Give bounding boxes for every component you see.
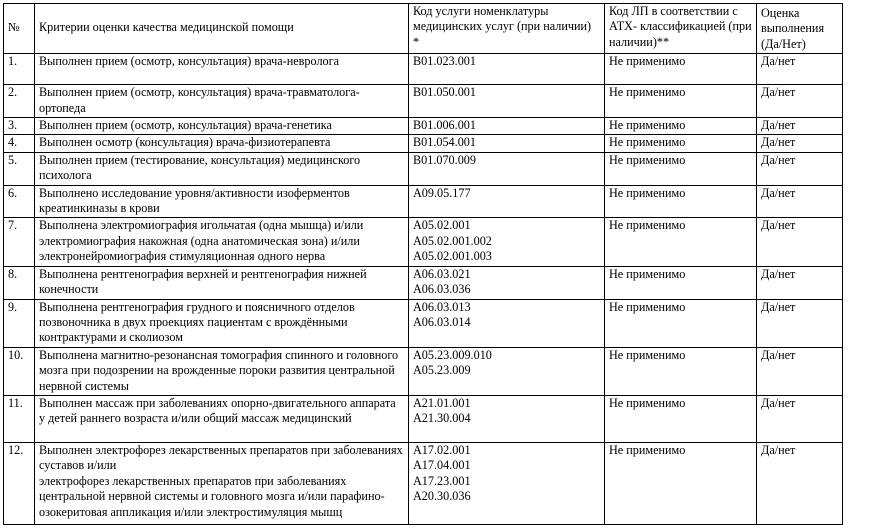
row-service-code: B01.070.009 bbox=[409, 152, 605, 185]
row-criteria: Выполнен прием (тестирование, консультация) медицинского психолога bbox=[35, 152, 409, 185]
table-row bbox=[4, 185, 843, 218]
row-atc-code: Не применимо bbox=[605, 135, 757, 152]
row-evaluation: Да/нет bbox=[757, 152, 843, 185]
row-atc-code: Не применимо bbox=[605, 395, 757, 442]
row-number: 8. bbox=[4, 266, 35, 299]
row-criteria: Выполнен прием (осмотр, консультация) врача-невролога bbox=[35, 54, 409, 85]
row-criteria: Выполнен осмотр (консультация) врача-физиотерапевта bbox=[35, 135, 409, 152]
table-row bbox=[4, 152, 843, 185]
row-evaluation: Да/нет bbox=[757, 266, 843, 299]
row-evaluation: Да/нет bbox=[757, 85, 843, 118]
row-number: 12. bbox=[4, 442, 35, 524]
table-row bbox=[4, 85, 843, 118]
table-row bbox=[4, 395, 843, 442]
header-atc-code: Код ЛП в соответствии с АТХ- классификацией (при наличии)** bbox=[605, 4, 757, 54]
row-atc-code: Не применимо bbox=[605, 347, 757, 395]
row-evaluation: Да/нет bbox=[757, 185, 843, 218]
row-criteria: Выполнен массаж при заболеваниях опорно-двигательного аппарата у детей раннего возраста и/или общий массаж медицинский bbox=[35, 395, 409, 442]
header-criteria: Критерии оценки качества медицинской помощи bbox=[35, 4, 409, 54]
row-evaluation: Да/нет bbox=[757, 347, 843, 395]
row-service-code: A17.02.001 A17.04.001 A17.23.001 A20.30.036 bbox=[409, 442, 605, 524]
row-atc-code: Не применимо bbox=[605, 118, 757, 135]
row-service-code: B01.006.001 bbox=[409, 118, 605, 135]
table-row bbox=[4, 118, 843, 135]
row-atc-code: Не применимо bbox=[605, 442, 757, 524]
header-service-code: Код услуги номенклатуры медицинских услуг (при наличии) * bbox=[409, 4, 605, 54]
table-row bbox=[4, 54, 843, 85]
row-criteria: Выполнен прием (осмотр, консультация) врача-травматолога-ортопеда bbox=[35, 85, 409, 118]
row-number: 11. bbox=[4, 395, 35, 442]
row-service-code: A06.03.021 A06.03.036 bbox=[409, 266, 605, 299]
header-row bbox=[4, 4, 843, 54]
row-evaluation: Да/нет bbox=[757, 442, 843, 524]
row-number: 2. bbox=[4, 85, 35, 118]
row-atc-code: Не применимо bbox=[605, 299, 757, 347]
row-number: 10. bbox=[4, 347, 35, 395]
row-criteria: Выполнен прием (осмотр, консультация) врача-генетика bbox=[35, 118, 409, 135]
row-atc-code: Не применимо bbox=[605, 152, 757, 185]
row-atc-code: Не применимо bbox=[605, 266, 757, 299]
row-criteria: Выполнена электромиография игольчатая (одна мышца) и/или электромиография накожная (одна анатомическая зона) и/или электронейромиография стимуляционная одного нерва bbox=[35, 218, 409, 266]
quality-criteria-table bbox=[3, 3, 843, 525]
row-number: 6. bbox=[4, 185, 35, 218]
row-evaluation: Да/нет bbox=[757, 135, 843, 152]
table-row bbox=[4, 135, 843, 152]
row-criteria: Выполнена рентгенография грудного и поясничного отделов позвоночника в двух проекциях пациентам с врождёнными контрактурами и сколиозом bbox=[35, 299, 409, 347]
row-number: 5. bbox=[4, 152, 35, 185]
row-atc-code: Не применимо bbox=[605, 185, 757, 218]
header-num: № bbox=[4, 4, 35, 54]
table-row bbox=[4, 218, 843, 266]
header-evaluation: Оценка выполнения (Да/Нет) bbox=[757, 4, 843, 54]
row-evaluation: Да/нет bbox=[757, 218, 843, 266]
row-evaluation: Да/нет bbox=[757, 395, 843, 442]
table-row bbox=[4, 347, 843, 395]
row-service-code: B01.054.001 bbox=[409, 135, 605, 152]
table-row bbox=[4, 299, 843, 347]
row-service-code: A06.03.013 A06.03.014 bbox=[409, 299, 605, 347]
row-criteria: Выполнено исследование уровня/активности изоферментов креатинкиназы в крови bbox=[35, 185, 409, 218]
table-row bbox=[4, 442, 843, 524]
row-service-code: A09.05.177 bbox=[409, 185, 605, 218]
row-evaluation: Да/нет bbox=[757, 54, 843, 85]
row-number: 9. bbox=[4, 299, 35, 347]
row-service-code: B01.023.001 bbox=[409, 54, 605, 85]
row-criteria: Выполнен электрофорез лекарственных препаратов при заболеваниях суставов и/или электрофорез лекарственных препаратов при заболеваниях центральной нервной системы и головного мозга и/или парафино-озокеритовая аппликация и/или электростимуляция мышц bbox=[35, 442, 409, 524]
row-atc-code: Не применимо bbox=[605, 218, 757, 266]
row-atc-code: Не применимо bbox=[605, 54, 757, 85]
row-evaluation: Да/нет bbox=[757, 299, 843, 347]
row-number: 1. bbox=[4, 54, 35, 85]
row-number: 4. bbox=[4, 135, 35, 152]
row-service-code: A21.01.001 A21.30.004 bbox=[409, 395, 605, 442]
row-atc-code: Не применимо bbox=[605, 85, 757, 118]
row-criteria: Выполнена магнитно-резонансная томография спинного и головного мозга при подозрении на врожденные пороки развития центральной нервной системы bbox=[35, 347, 409, 395]
row-evaluation: Да/нет bbox=[757, 118, 843, 135]
row-service-code: B01.050.001 bbox=[409, 85, 605, 118]
table-row bbox=[4, 266, 843, 299]
row-number: 7. bbox=[4, 218, 35, 266]
row-criteria: Выполнена рентгенография верхней и рентгенография нижней конечности bbox=[35, 266, 409, 299]
row-number: 3. bbox=[4, 118, 35, 135]
row-service-code: A05.02.001 A05.02.001.002 A05.02.001.003 bbox=[409, 218, 605, 266]
row-service-code: A05.23.009.010 A05.23.009 bbox=[409, 347, 605, 395]
